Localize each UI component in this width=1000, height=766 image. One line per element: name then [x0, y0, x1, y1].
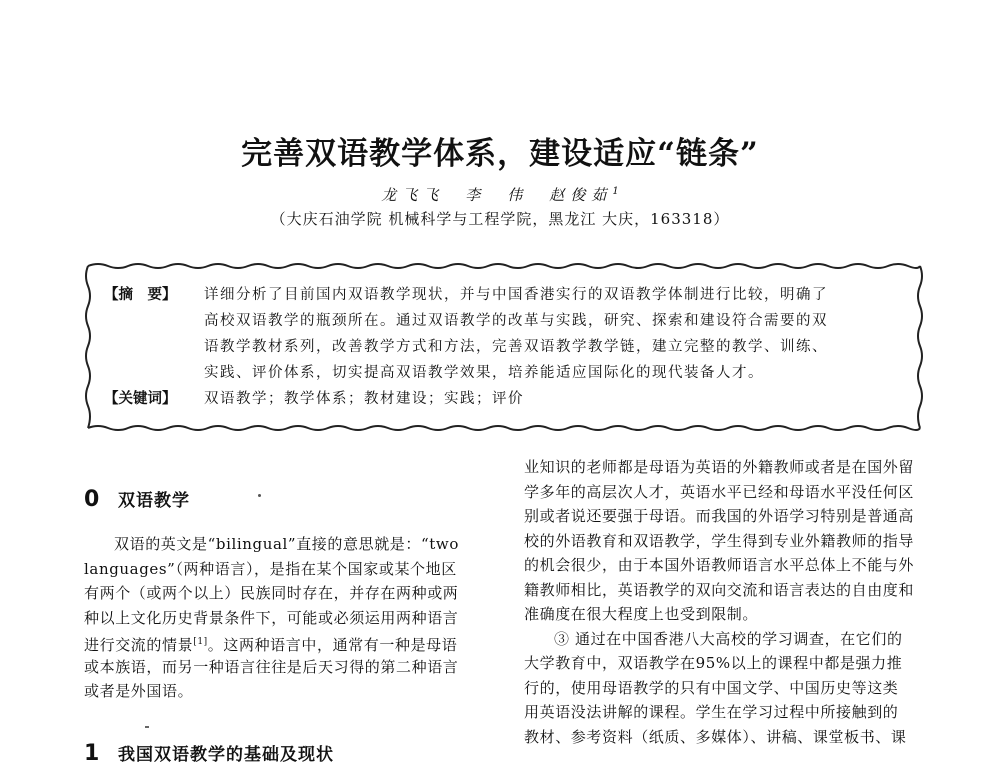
paper-title: 完善双语教学体系，建设适应“链条” — [241, 136, 759, 172]
section-0-heading — [84, 486, 190, 512]
section-0-title: 双语教学 — [118, 491, 190, 511]
body-line: 有两个（或两个以上）民族同时存在，并存在两种或两 — [84, 584, 459, 602]
body-line: 双语的英文是“bilingual”直接的意思就是：“two — [114, 535, 459, 553]
body-line: ③ 通过在中国香港八大高校的学习调查，在它们的 — [554, 629, 903, 648]
affiliation: （大庆石油学院 机械科学与工程学院，黑龙江 大庆，163318） — [270, 210, 730, 228]
section-1-number: 1 — [84, 741, 101, 766]
scan-speck — [258, 494, 261, 497]
abstract-label: 【摘 要】 — [104, 286, 177, 303]
abstract-row — [104, 282, 910, 386]
body-line: 学多年的高层次人才，英语水平已经和母语水平没任何区 — [524, 482, 915, 501]
body-line: 大学教育中，双语教学在95%以上的课程中都是强力推 — [524, 654, 903, 672]
keywords-line: 双语教学；教学体系；教材建设；实践；评价 — [204, 391, 524, 407]
body-line: 业知识的老师都是母语为英语的外籍教师或者是在国外留 — [524, 458, 915, 476]
body-line: 教材、参考资料（纸质、多媒体）、讲稿、课堂板书、课 — [524, 727, 907, 746]
abstract-line: 高校双语教学的瓶颈所在。通过双语教学的改革与实践，研究、探索和建设符合需要的双 — [204, 313, 828, 329]
author-names: 龙飞飞 李 伟 赵俊茹 — [381, 186, 613, 204]
body-line: 或本族语，而另一种语言往往是后天习得的第二种语言 — [84, 657, 459, 676]
body-line: 或者是外国语。 — [84, 682, 194, 700]
author-superscript: 1 — [612, 186, 619, 197]
abstract-block — [104, 282, 910, 412]
section-0-number: 0 — [84, 487, 101, 512]
section-1-title: 我国双语教学的基础及现状 — [118, 745, 334, 765]
body-line: 准确度在很大程度上也受到限制。 — [524, 605, 759, 623]
citation: [1] — [193, 637, 208, 647]
body-line: 别或者说还要强于母语。而我国的外语学习特别是普通高 — [524, 507, 915, 525]
body-line-with-citation — [84, 630, 491, 655]
abstract-text — [204, 282, 910, 386]
body-line: 行的，使用母语教学的只有中国文学、中国历史等这类 — [524, 678, 899, 697]
body-line: 籍教师相比，英语教学的双向交流和语言表达的自由度和 — [524, 580, 915, 599]
body-line: 用英语没法讲解的课程。学生在学习过程中所接触到的 — [524, 703, 899, 721]
keywords-row — [104, 386, 910, 412]
keywords-label: 【关键词】 — [104, 390, 177, 407]
abstract-line: 实践、评价体系，切实提高双语教学效果，培养能适应国际化的现代装备人才。 — [204, 365, 764, 381]
body-line: 的机会很少，由于本国外语教师语言水平总体上不能与外 — [524, 556, 915, 574]
body-text: 。这两种语言中，通常有一种是母语 — [207, 636, 458, 654]
right-column-body — [524, 455, 934, 749]
abstract-line: 详细分析了目前国内双语教学现状，并与中国香港实行的双语教学体制进行比较，明确了 — [204, 287, 828, 303]
scan-speck — [145, 726, 149, 728]
body-line: 校的外语教育和双语教学，学生得到专业外籍教师的指导 — [524, 531, 915, 550]
body-line: 种以上文化历史背景条件下，可能或必须运用两种语言 — [84, 608, 459, 627]
section-1-heading — [84, 740, 334, 766]
body-text: 进行交流的情景 — [84, 636, 194, 654]
abstract-line: 语教学教材系列，改善教学方式和方法，完善双语教学教学链，建立完整的教学、训练、 — [204, 339, 828, 355]
keywords-text — [204, 386, 910, 412]
author-line — [0, 184, 1000, 205]
section-0-body — [84, 532, 491, 704]
body-line: languages”（两种语言），是指在某个国家或某个地区 — [84, 559, 457, 578]
